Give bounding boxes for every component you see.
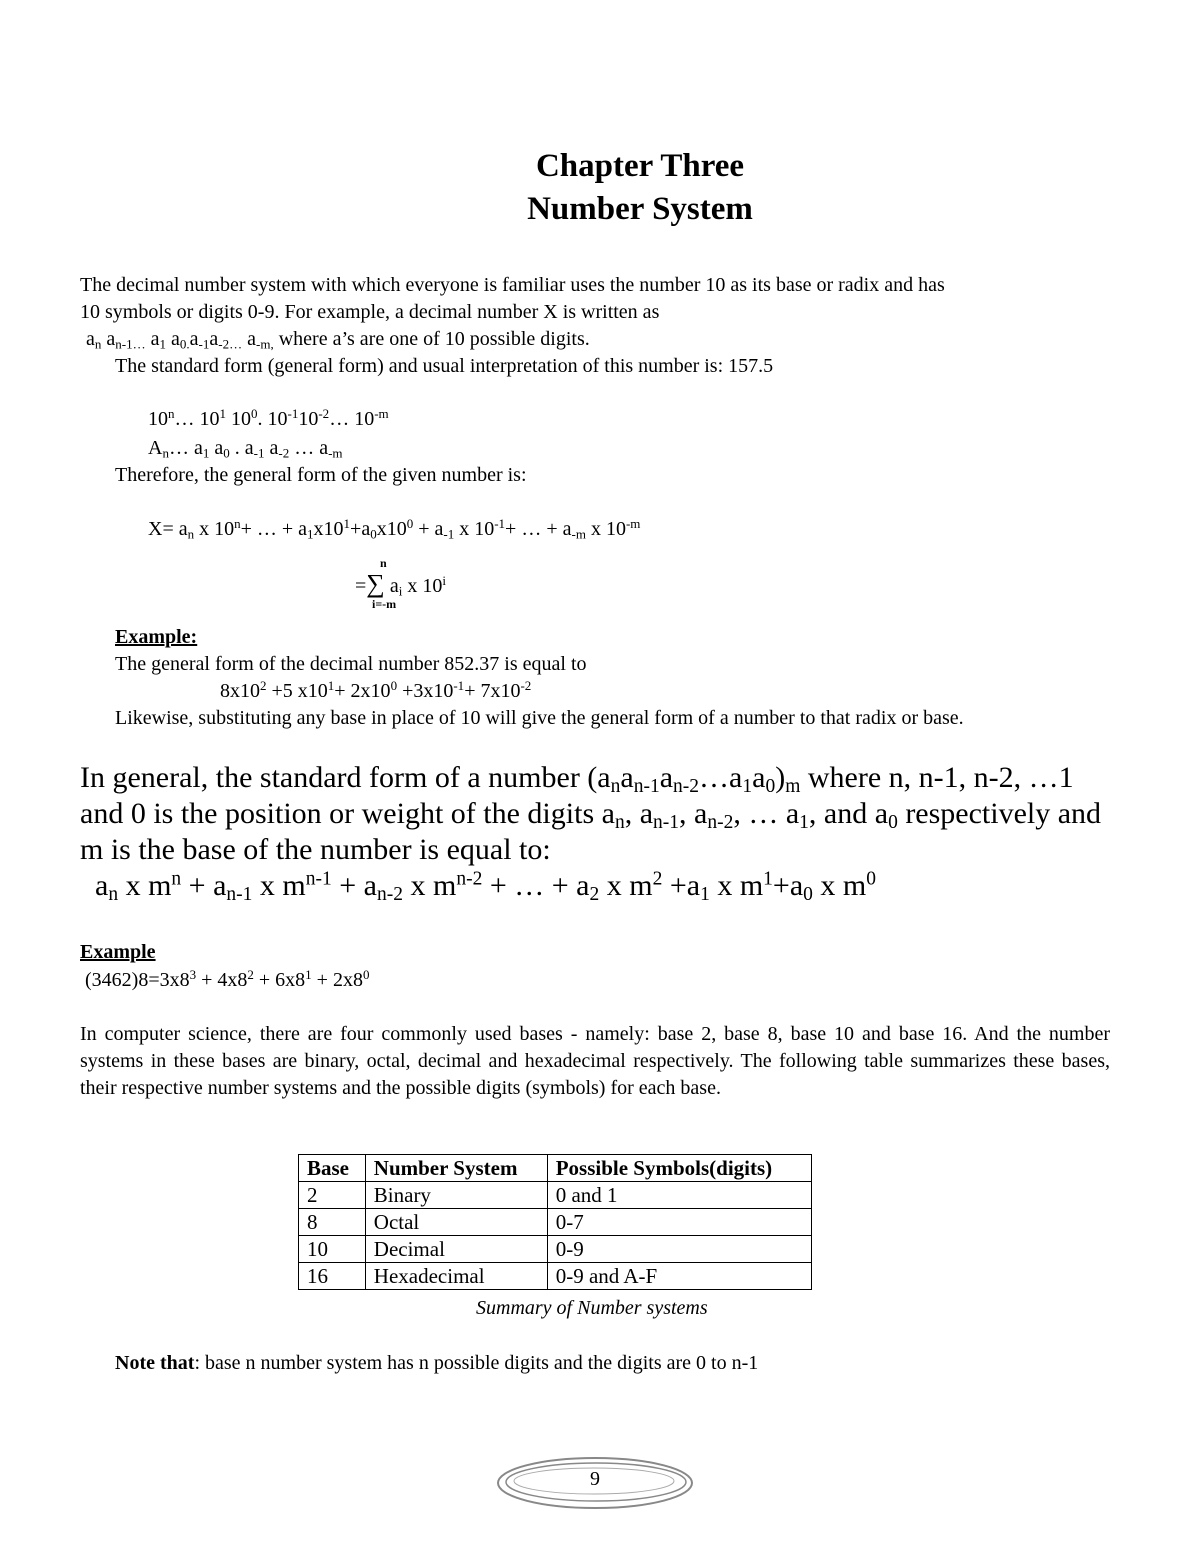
table-caption: Summary of Number systems <box>476 1297 708 1319</box>
general-form-formula: $X= a_n$ x $10^n+$ … + $a_1x10^1+a_0x10^0 + a_{-1}$ x $10^{-1}+$ … + $a_{-m}$ x $10^{-m}$ <box>148 515 641 542</box>
table-header: Base <box>299 1155 366 1182</box>
likewise-paragraph: Likewise, substituting any base in place of 10 will give the general form of a number to that radix or base. <box>115 707 964 729</box>
sum-lower-limit: i=-m <box>372 597 397 611</box>
table-cell: 16 <box>299 1263 366 1290</box>
chapter-subtitle: Number System <box>527 191 753 227</box>
example-2-heading: Example <box>80 941 156 963</box>
table-cell: 0-9 and A-F <box>547 1263 811 1290</box>
chapter-title: Chapter Three <box>535 148 745 184</box>
summary-table <box>298 1154 812 1290</box>
base-m-formula: $a_n$ x $m^n + a_{n-1}$ x $m^{n-1} + a_{n-2}$ x $m^{n-2}$ + … + $a_2$ x $m^2 +a_1$ x $m^1+a_0$ x $m^0$ <box>95 868 876 905</box>
intro-line-1: The decimal number system with which everyone is familiar uses the number 10 as its base or radix and has <box>80 274 945 296</box>
general-form-intro: Therefore, the general form of the given number is: <box>115 464 527 486</box>
octal-example: $(3462)8=3x8^3 + 4x8^2 + 6x8^1 + 2x8^0$ <box>85 966 370 991</box>
table-cell: Binary <box>365 1182 547 1209</box>
page-number: 9 <box>590 1468 600 1490</box>
standard-form-big: In general, the standard form of a number $(a_na_{n-1}a_{n-2}\dots a_1a_0)_m$ where n, n-1, n-2, …1 and 0 is the position or weight of the digits $a_n$, $a_{n-1}$, $a_{n-2}$, … $a_1$, and $a_0$ respectively and m is the base of the number is equal to: <box>80 761 1102 866</box>
table-row <box>299 1236 812 1263</box>
note-label: Note that <box>115 1352 195 1374</box>
example-expansion: $8x10^2 +5$ $x10^1+ 2x10^0 +3x10^{-1}+ 7x10^{-2}$ <box>220 677 532 702</box>
table-cell: 0 and 1 <box>547 1182 811 1209</box>
table-row <box>299 1263 812 1290</box>
powers-of-ten: 10$^n$… $10^1$ $10^0$. $10^{-1}10^{-2}\dots$ $10^{-m}$ <box>148 405 389 430</box>
table-row <box>299 1209 812 1236</box>
table-cell: Decimal <box>365 1236 547 1263</box>
note-paragraph <box>115 1350 758 1377</box>
example-text: The general form of the decimal number 852.37 is equal to <box>115 653 587 675</box>
table-cell: 0-7 <box>547 1209 811 1236</box>
intro-line-2: 10 symbols or digits 0-9. For example, a decimal number X is written as <box>80 301 660 323</box>
digit-notation-suffix: where a’s are one of 10 possible digits. <box>273 328 590 350</box>
sum-upper-limit: n <box>380 556 387 570</box>
table-cell: 10 <box>299 1236 366 1263</box>
table-cell: Hexadecimal <box>365 1263 547 1290</box>
table-header: Number System <box>365 1155 547 1182</box>
note-text: : base n number system has n possible digits and the digits are 0 to n-1 <box>194 1352 759 1374</box>
table-header: Possible Symbols(digits) <box>547 1155 811 1182</box>
digit-positions: $A_n\dots$ $a_1$ $a_0$ . $a_{-1}$ $a_{-2}$ … $a_{-m}$ <box>148 437 343 461</box>
table-cell: 8 <box>299 1209 366 1236</box>
example-heading: Example: <box>115 626 198 648</box>
table-cell: Octal <box>365 1209 547 1236</box>
table-cell: 0-9 <box>547 1236 811 1263</box>
standard-form-text: The standard form (general form) and usual interpretation of this number is: 157.5 <box>115 355 774 377</box>
table-cell: 2 <box>299 1182 366 1209</box>
summation-formula: =∑ $a_i$ x 10$^i$ <box>355 569 446 599</box>
table-header-row <box>299 1155 812 1182</box>
table-row <box>299 1182 812 1209</box>
digit-notation: $a_n$ $a_{n-1\dots}$ $a_1$ $a_{0.}a_{-1}a_{-2\dots}$ $a_{-m,}$ where a’s are one of 10 possible digits. <box>86 328 590 352</box>
bases-paragraph: In computer science, there are four commonly used bases - namely: base 2, base 8, base 10 and base 16. And the number systems in these bases are binary, octal, decimal and hexadecimal respectively. The following table summarizes these bases, their respective number systems and the possible digits (symbols) for each base. <box>80 1023 1110 1099</box>
